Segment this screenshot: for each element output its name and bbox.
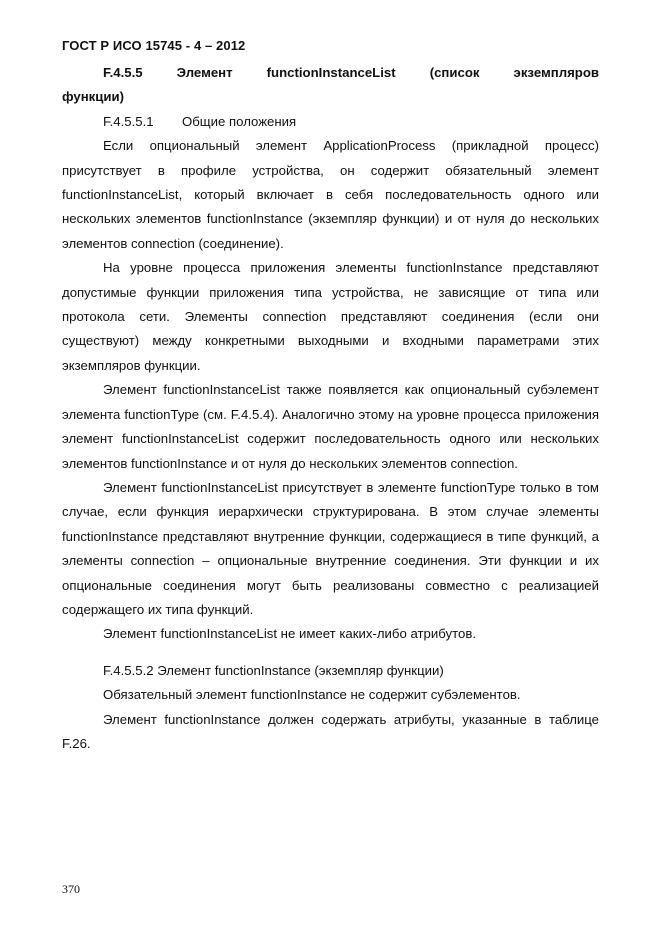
paragraph: Элемент functionInstanceList присутствует в элементе functionType только в том случае, если функция иерархически структурирована. В этом случае элементы functionInstance представляют внутренние функции, содержащиеся в типе функций, а элементы connection – опциональные внутренние соединения. Эти функции и их опциональные соединения могут быть реализованы совместно с реализацией содержащего их типа функций. — [62, 479, 599, 617]
subsection-heading-f4551 — [62, 110, 599, 134]
subsection-title: Общие положения — [182, 113, 297, 129]
section-gap — [62, 647, 599, 659]
page-number: 370 — [62, 882, 80, 896]
page-content — [62, 61, 599, 756]
paragraph: Если опциональный элемент ApplicationProcess (прикладной процесс) присутствует в профиле устройства, он содержит обязательный элемент functionInstanceList, который включает в себя последовательность одного или нескольких элементов functionInstance (экземпляр функции) и от нуля до нескольких элементов connection (соединение). — [62, 138, 599, 251]
paragraph: Элемент functionInstanceList также появляется как опциональный субэлемент элемента functionType (см. F.4.5.4). Аналогично этому на уровне процесса приложения элемент functionInstanceList содержит последовательность одного или нескольких элементов functionInstance и от нуля до нескольких элементов connection. — [62, 382, 599, 471]
standard-header: ГОСТ Р ИСО 15745 - 4 – 2012 — [62, 38, 246, 53]
subsection-number: F.4.5.5.1 — [103, 113, 154, 129]
section-heading-f455: F.4.5.5 Элемент functionInstanceList (список экземпляров — [103, 65, 599, 80]
subsection-heading-f4552: F.4.5.5.2 Элемент functionInstance (экземпляр функции) — [103, 662, 444, 678]
paragraph: На уровне процесса приложения элементы functionInstance представляют допустимые функции приложения типа устройства, не зависящие от типа или протокола сети. Элементы connection представляют соединения (если они существуют) между конкретными выходными и входными параметрами этих экземпляров функции. — [62, 260, 599, 373]
paragraph: Элемент functionInstance должен содержать атрибуты, указанные в таблице F.26. — [62, 711, 599, 751]
paragraph: Элемент functionInstanceList не имеет каких-либо атрибутов. — [103, 626, 476, 642]
section-heading-f455-continuation: функции) — [62, 89, 124, 105]
paragraph: Обязательный элемент functionInstance не содержит субэлементов. — [103, 687, 521, 703]
